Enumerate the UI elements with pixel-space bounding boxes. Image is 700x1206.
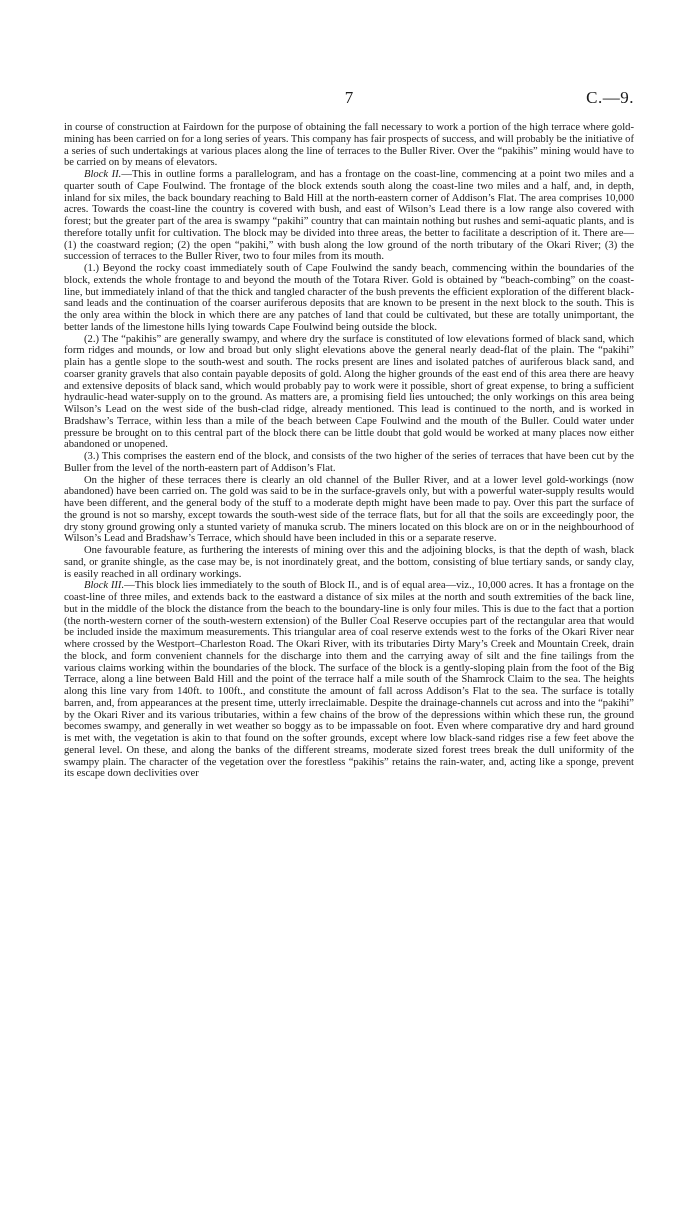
paragraph-text: (1.) Beyond the rocky coast immediately south of Cape Foulwind the sandy beach, commencing within the boundaries of the block, extends the whole frontage to and beyond the mouth of the Totara River. Gold is obtained by “beach-combing” on the coast-line, but immediately inland of that the thick and tangled character of the bush prevents the efficient exploration of the different black-sand leads and the continuation of the coarser auriferous deposits that are known to be present in the next block to the south. This is the only area within the block in which there are any patches of land that could be cultivated, but these are totally unimportant, the better lands of the limestone hills lying towards Cape Foulwind being outside the block.: [64, 263, 634, 333]
paragraph-lead: Block III.: [84, 580, 125, 592]
paragraph-text: (2.) The “pakihis” are generally swampy, and where dry the surface is constituted of low elevations formed of black sand, which form ridges and mounds, or low and broad but only slight elevations above the general nearly dead-flat of the plain. The “pakihi” plain has a gentle slope to the south-west and south. The rocks present are lines and isolated patches of auriferous black sand, and coarser granity gravels that also contain payable deposits of gold. Along the higher grounds of the east end of this area there are heavy and extensive deposits of black sand, which would probably pay to work were it possible, short of great expense, to bring a sufficient hydraulic-head water-supply on to the ground. As matters are, a promising field lies untouched; the only workings on this area being Wilson’s Lead on the west side of the bush-clad ridge, already mentioned. This lead is continued to the north, and is worked in Bradshaw’s Terrace, within less than a mile of the beach between Cape Foulwind and the mouth of the Buller. Could water under pressure be brought on to this central part of the block there can be little doubt that gold would be worked at many places now either abandoned or unopened.: [64, 333, 634, 451]
page-number: 7: [344, 88, 354, 107]
body-text: [64, 122, 634, 780]
paragraph: [64, 263, 634, 334]
paragraph-text: On the higher of these terraces there is clearly an old channel of the Buller River, and at a lower level gold-workings (now abandoned) have been carried on. The gold was said to be in the surface-gravels only, but with a powerful water-supply results would have been different, and the general body of the stuff to a moderate depth might have been made to pay. Over this part the surface of the ground is not so marshy, except towards the south-west side of the terrace flats, but for all that the soils are exceedingly poor, the dry stony ground growing only a stunted variety of manuka scrub. The miners located on this block are on or in the neighbourhood of Wilson’s Lead and Bradshaw’s Terrace, which should have been included in this or a separate reserve.: [64, 474, 634, 545]
paragraph: [64, 451, 634, 475]
paragraph: [64, 169, 634, 263]
paragraph-text: (3.) This comprises the eastern end of the block, and consists of the two higher of the series of terraces that have been cut by the Buller from the level of the north-eastern part of Addison’s Flat.: [64, 451, 634, 474]
paragraph: [64, 475, 634, 546]
paragraph-text: —This block lies immediately to the south of Block II., and is of equal area—viz., 10,000 acres. It has a frontage on the coast-line of three miles, and extends back to the eastward a distance of six miles at the north and south extremities of the back line, but in the middle of the block the distance from the beach to the boundary-line is only four miles. This is due to the fact that a portion (the north-western corner of the south-western extension) of the Buller Coal Reserve occupies part of the rectangular area that would be included inside the maximum measurements. This triangular area of coal reserve extends west to the forks of the Okari River near where crossed by the Westport–Charleston Road. The Okari River, with its tributaries Dirty Mary’s Creek and Mountain Creek, drain the block, and form convenient channels for the discharge into them and the carrying away of silt and the fine tailings from the various claims working within the boundaries of the block. The surface of the block is a gently-sloping plain from the foot of the Big Terrace, along a line between Bald Hill and the point of the terrace half a mile south of the Shamrock Claim to the sea. The heights along this line vary from 140ft. to 100ft., and constitute the amount of fall across Addison’s Flat to the sea. The surface is totally barren, and, from appearances at the present time, utterly irreclaimable. Despite the drainage-channels cut across and into the “pakihi” by the Okari River and its various tributaries, within a few chains of the brow of the depressions within which these run, the ground becomes swampy, and generally in wet weather so boggy as to be impassable on foot. Even where comparative dry and hard ground is met with, the vegetation is akin to that found on the softer grounds, except where low black-sand ridges rise a few feet above the general level. On these, and along the banks of the different streams, moderate sized forest trees break the dull uniformity of the swampy plain. The character of the vegetation over the forestless “pakihis” retains the rain-water, and, acting like a sponge, prevent its escape down declivities over: [64, 580, 634, 780]
paragraph-text: One favourable feature, as furthering the interests of mining over this and the adjoining blocks, is that the depth of wash, black sand, or granite shingle, as the case may be, is not inordinately great, and the bottom, consisting of blue tertiary sands, or sandy clay, is easily reached in all ordinary workings.: [64, 545, 634, 580]
paragraph-lead: Block II.: [84, 169, 122, 180]
paragraph: [64, 545, 634, 580]
paragraph: [64, 580, 634, 780]
page-header: [64, 88, 634, 112]
paragraph-text: —This in outline forms a parallelogram, and has a frontage on the coast-line, commencing at a point two miles and a quarter south of Cape Foulwind. The frontage of the block extends south along the coast-line two miles and a half, and, in depth, inland for six miles, the back boundary reaching to Bald Hill at the north-eastern corner of Addison’s Flat. The area comprises 10,000 acres. Towards the coast-line the country is covered with bush, and east of Wilson’s Lead there is a low range also covered with forest; but the greater part of the area is swampy “pakihi” country that can maintain nothing but rushes and semi-aquatic plants, and is therefore totally unfit for cultivation. The block may be divided into three areas, the better to facilitate a description of it. There are—(1) the coastward region; (2) the open “pakihi,” with bush along the low ground of the north tributary of the Okari River; (3) the succession of terraces to the Buller River, two to four miles from its mouth.: [64, 169, 634, 263]
paragraph: [64, 122, 634, 169]
paragraph-text: in course of construction at Fairdown for the purpose of obtaining the fall necessary to work a portion of the high terrace where gold-mining has been carried on for a long series of years. This company has fair prospects of success, and will probably be the initiative of a series of such undertakings at various places along the line of terraces to the Buller River. Over the “pakihis” mining would have to be carried on by means of elevators.: [64, 122, 634, 169]
paragraph: [64, 334, 634, 452]
document-code: C.—9.: [586, 88, 634, 107]
